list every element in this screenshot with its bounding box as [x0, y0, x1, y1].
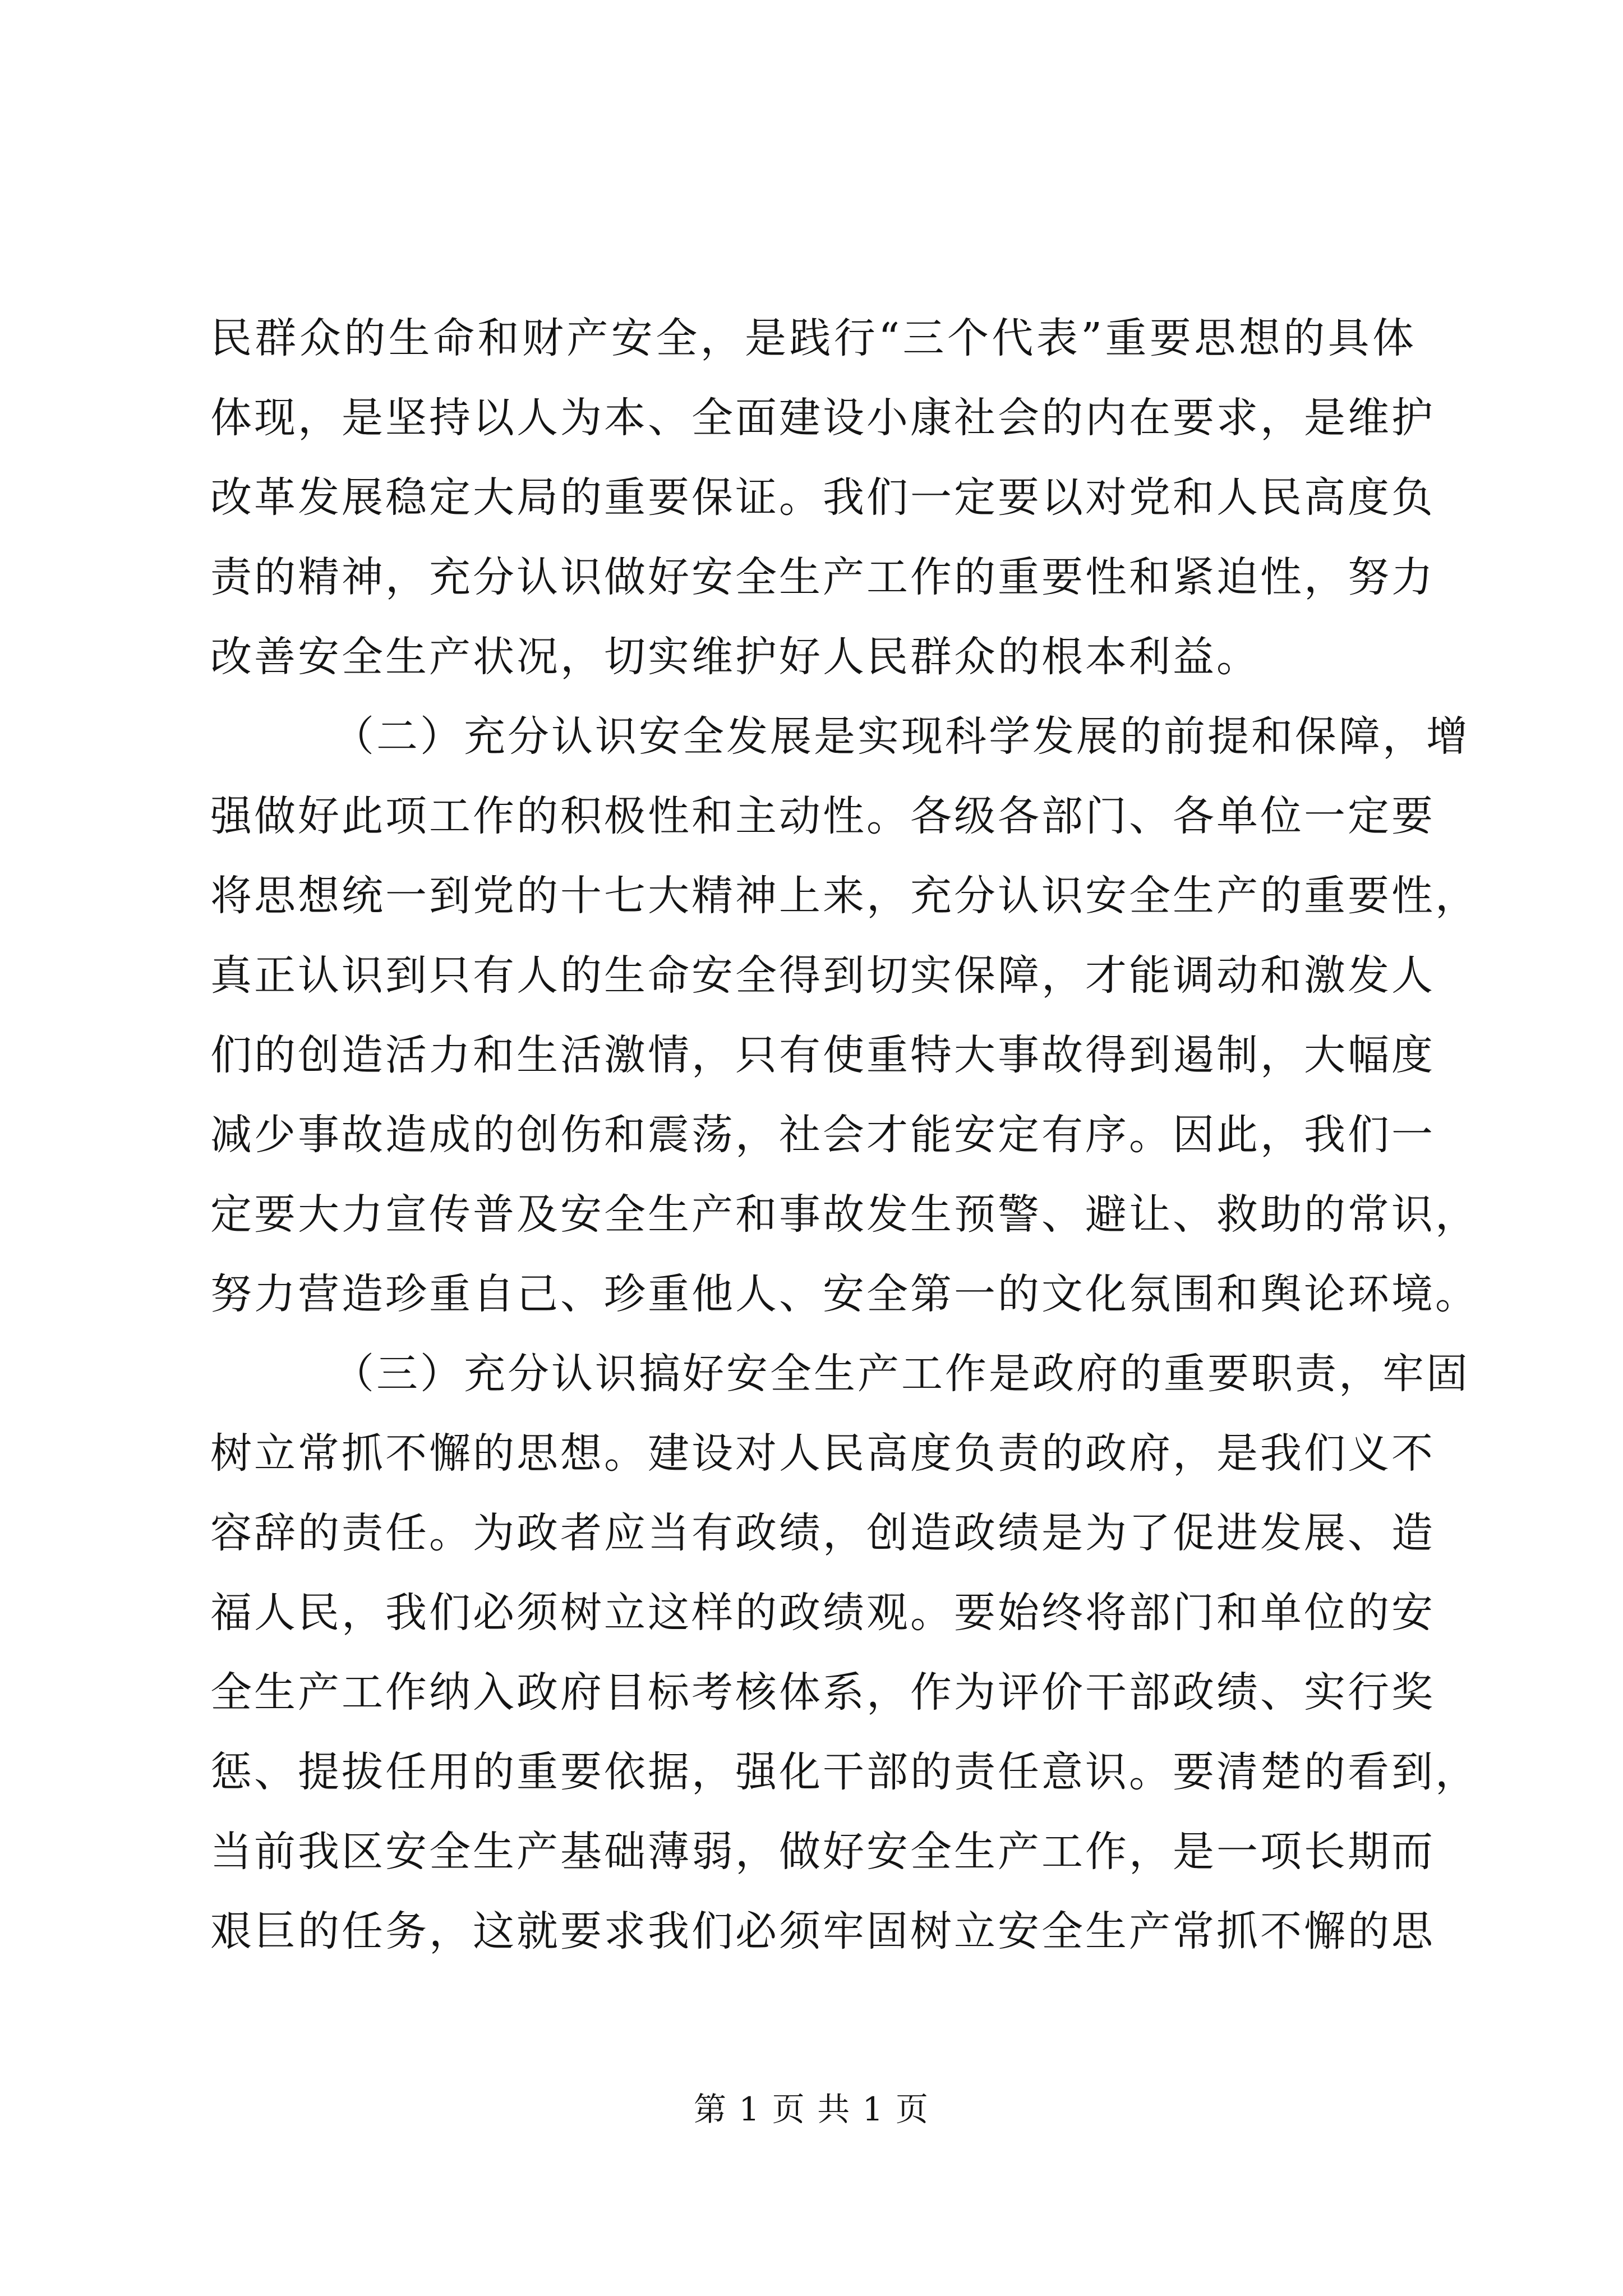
paragraph-2-line-2: 强做好此项工作的积极性和主动性。各级各部门、各单位一定要 [210, 792, 1435, 840]
paragraph-2-line-3: 将思想统一到党的十七大精神上来，充分认识安全生产的重要性， [210, 872, 1479, 920]
paragraph-1-line-1: 民群众的生命和财产安全，是践行“三个代表”重要思想的具体 [210, 314, 1416, 362]
paragraph-1-line-3: 改革发展稳定大局的重要保证。我们一定要以对党和人民高度负 [210, 473, 1435, 522]
paragraph-3-line-3: 容辞的责任。为政者应当有政绩，创造政绩是为了促进发展、造 [210, 1509, 1435, 1557]
paragraph-3-line-1: （三）充分认识搞好安全生产工作是政府的重要职责，牢固 [333, 1350, 1470, 1398]
paragraph-3-line-6: 惩、提拔任用的重要依据，强化干部的责任意识。要清楚的看到， [210, 1748, 1479, 1796]
paragraph-3-line-4: 福人民，我们必须树立这样的政绩观。要始终将部门和单位的安 [210, 1589, 1435, 1637]
paragraph-3-line-7: 当前我区安全生产基础薄弱，做好安全生产工作，是一项长期而 [210, 1828, 1435, 1876]
page-number-footer: 第 1 页 共 1 页 [694, 2090, 929, 2128]
paragraph-2-line-1: （二）充分认识安全发展是实现科学发展的前提和保障，增 [333, 712, 1470, 761]
paragraph-1-line-5: 改善安全生产状况，切实维护好人民群众的根本利益。 [210, 633, 1260, 681]
paragraph-2-line-6: 减少事故造成的创伤和震荡，社会才能安定有序。因此，我们一 [210, 1111, 1435, 1159]
paragraph-3-line-2: 树立常抓不懈的思想。建设对人民高度负责的政府，是我们义不 [210, 1429, 1435, 1478]
paragraph-1-line-4: 责的精神，充分认识做好安全生产工作的重要性和紧迫性，努力 [210, 553, 1435, 601]
paragraph-3-line-8: 艰巨的任务，这就要求我们必须牢固树立安全生产常抓不懈的思 [210, 1907, 1435, 1955]
paragraph-2-line-4: 真正认识到只有人的生命安全得到切实保障，才能调动和激发人 [210, 951, 1435, 1000]
paragraph-2-line-8: 努力营造珍重自己、珍重他人、安全第一的文化氛围和舆论环境。 [210, 1270, 1479, 1318]
paragraph-2-line-7: 定要大力宣传普及安全生产和事故发生预警、避让、救助的常识， [210, 1190, 1479, 1239]
paragraph-3-line-5: 全生产工作纳入政府目标考核体系，作为评价干部政绩、实行奖 [210, 1668, 1435, 1717]
document-body [210, 298, 1479, 1971]
paragraph-2-line-5: 们的创造活力和生活激情，只有使重特大事故得到遏制，大幅度 [210, 1031, 1435, 1079]
paragraph-1-line-2: 体现，是坚持以人为本、全面建设小康社会的内在要求，是维护 [210, 394, 1435, 442]
